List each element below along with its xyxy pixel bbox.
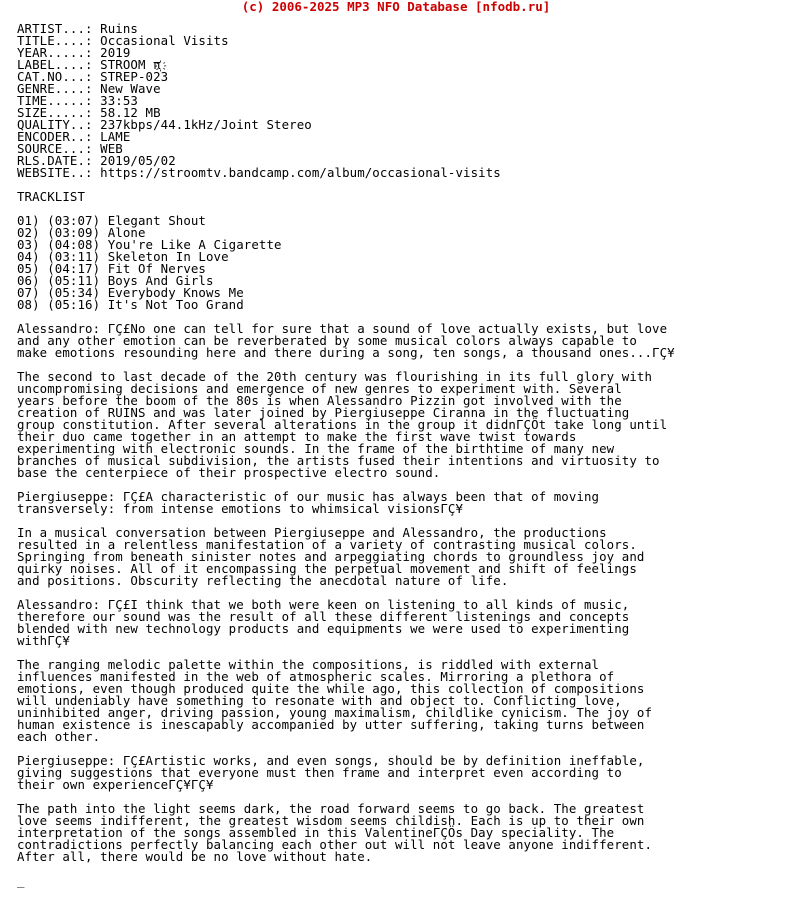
nfo-line: Springing from beneath sinister notes and arpeggiating chords to groundless joy and bbox=[17, 549, 645, 564]
nfo-line: creation of RUINS and was later joined by Piergiuseppe Ciranna in the fluctuating bbox=[17, 405, 630, 420]
nfo-line: 04) (03:11) Skeleton In Love bbox=[17, 249, 229, 264]
nfo-line: love seems indifferent, the greatest wisdom seems childish. Each is up to their own bbox=[17, 813, 645, 828]
nfo-line: YEAR.....: 2019 bbox=[17, 45, 131, 60]
nfo-line: 03) (04:08) You're Like A Cigarette bbox=[17, 237, 282, 252]
nfo-line: interpretation of the songs assembled in this ValentineΓÇÖs Day speciality. The bbox=[17, 825, 615, 840]
nfo-line: years before the boom of the 80s is when Alessandro Pizzin got involved with the bbox=[17, 393, 622, 408]
nfo-line: human existence is inescapably accompanied by utter suffering, taking turns between bbox=[17, 717, 645, 732]
nfo-line: SOURCE...: WEB bbox=[17, 141, 123, 156]
nfo-line: TITLE....: Occasional Visits bbox=[17, 33, 229, 48]
nfo-line: Alessandro: ΓÇ£I think that we both were keen on listening to all kinds of music, bbox=[17, 597, 630, 612]
site-header-copyright: (c) 2006-2025 MP3 NFO Database [nfodb.ru] bbox=[241, 0, 551, 14]
nfo-line: TIME.....: 33:53 bbox=[17, 93, 138, 108]
nfo-line: uninhibited anger, driving passion, young maximalism, childlike cynicism. The joy of bbox=[17, 705, 653, 720]
nfo-text-block bbox=[17, 23, 675, 887]
nfo-line: make emotions resounding here and there during a song, ten songs, a thousand ones...ΓÇ¥ bbox=[17, 345, 675, 360]
nfo-line: Piergiuseppe: ΓÇ£A characteristic of our music has always been that of moving bbox=[17, 489, 600, 504]
nfo-line: 06) (05:11) Boys And Girls bbox=[17, 273, 214, 288]
nfo-line: branches of musical subdivision, the artists fused their intentions and virtuosity to bbox=[17, 453, 660, 468]
nfo-line: The second to last decade of the 20th century was flourishing in its full glory with bbox=[17, 369, 653, 384]
nfo-line: transversely: from intense emotions to whimsical visionsΓÇ¥ bbox=[17, 501, 464, 516]
nfo-line: QUALITY..: 237kbps/44.1kHz/Joint Stereo bbox=[17, 117, 312, 132]
nfo-line: LABEL....: STROOM π҉ bbox=[17, 57, 161, 72]
nfo-line: quirky noises. All of it encompassing the perpetual movement and shift of feelings bbox=[17, 561, 637, 576]
nfo-line: TRACKLIST bbox=[17, 189, 86, 204]
nfo-line: uncompromising decisions and emergence of new genres to experiment with. Several bbox=[17, 381, 622, 396]
nfo-line: blended with new technology products and equipments we were used to experimenting bbox=[17, 621, 630, 636]
nfo-line: giving suggestions that everyone must then frame and interpret even according to bbox=[17, 765, 622, 780]
nfo-line: group constitution. After several alterations in the group it didnΓÇÖt take long until bbox=[17, 417, 668, 432]
nfo-line: their own experienceΓÇ¥ΓÇ¥ bbox=[17, 777, 214, 792]
nfo-line: will undeniably have something to resonate with and object to. Conflicting love, bbox=[17, 693, 622, 708]
nfo-line: RLS.DATE.: 2019/05/02 bbox=[17, 153, 176, 168]
nfo-line: Piergiuseppe: ΓÇ£Artistic works, and even songs, should be by definition ineffable, bbox=[17, 753, 645, 768]
nfo-line: contradictions perfectly balancing each other out will not leave anyone indifferent. bbox=[17, 837, 653, 852]
nfo-line: CAT.NO...: STREP-023 bbox=[17, 69, 169, 84]
nfo-line: 02) (03:09) Alone bbox=[17, 225, 146, 240]
nfo-line: and positions. Obscurity reflecting the anecdotal nature of life. bbox=[17, 573, 509, 588]
nfo-line: In a musical conversation between Piergiuseppe and Alessandro, the productions bbox=[17, 525, 607, 540]
nfo-line: each other. bbox=[17, 729, 101, 744]
nfo-line: experimenting with electronic sounds. In the frame of the birthtime of many new bbox=[17, 441, 615, 456]
nfo-line: WEBSITE..: https://stroomtv.bandcamp.com/album/occasional-visits bbox=[17, 165, 501, 180]
nfo-line: 07) (05:34) Everybody Knows Me bbox=[17, 285, 244, 300]
nfo-line: GENRE....: New Wave bbox=[17, 81, 161, 96]
nfo-line: resulted in a relentless manifestation of a variety of contrasting musical colors. bbox=[17, 537, 637, 552]
nfo-line: withΓÇ¥ bbox=[17, 633, 70, 648]
nfo-line: After all, there would be no love without hate. bbox=[17, 849, 373, 864]
nfo-blank-line bbox=[17, 863, 675, 875]
nfo-line: their duo came together in an attempt to make the first wave twist towards bbox=[17, 429, 577, 444]
nfo-line: emotions, even though produced quite the while ago, this collection of compositions bbox=[17, 681, 645, 696]
nfo-line: ARTIST...: Ruins bbox=[17, 21, 138, 36]
nfo-line: therefore our sound was the result of all these different listenings and concepts bbox=[17, 609, 630, 624]
nfo-line: 01) (03:07) Elegant Shout bbox=[17, 213, 206, 228]
nfo-line: ENCODER..: LAME bbox=[17, 129, 131, 144]
nfo-line: 05) (04:17) Fit Of Nerves bbox=[17, 261, 206, 276]
nfo-line: The ranging melodic palette within the compositions, is riddled with external bbox=[17, 657, 600, 672]
nfo-blank-line bbox=[17, 179, 675, 191]
nfo-line: and any other emotion can be reverberated by some musical colors always capable to bbox=[17, 333, 637, 348]
nfo-line: _ bbox=[17, 873, 25, 888]
nfo-line: SIZE.....: 58.12 MB bbox=[17, 105, 161, 120]
nfo-line: 08) (05:16) It's Not Too Grand bbox=[17, 297, 244, 312]
nfo-line: base the centerpiece of their prospective electro sound. bbox=[17, 465, 441, 480]
nfo-line: influences manifested in the web of atmospheric scales. Mirroring a plethora of bbox=[17, 669, 615, 684]
nfo-line: Alessandro: ΓÇ£No one can tell for sure that a sound of love actually exists, but love bbox=[17, 321, 668, 336]
nfo-line: The path into the light seems dark, the road forward seems to go back. The greatest bbox=[17, 801, 645, 816]
